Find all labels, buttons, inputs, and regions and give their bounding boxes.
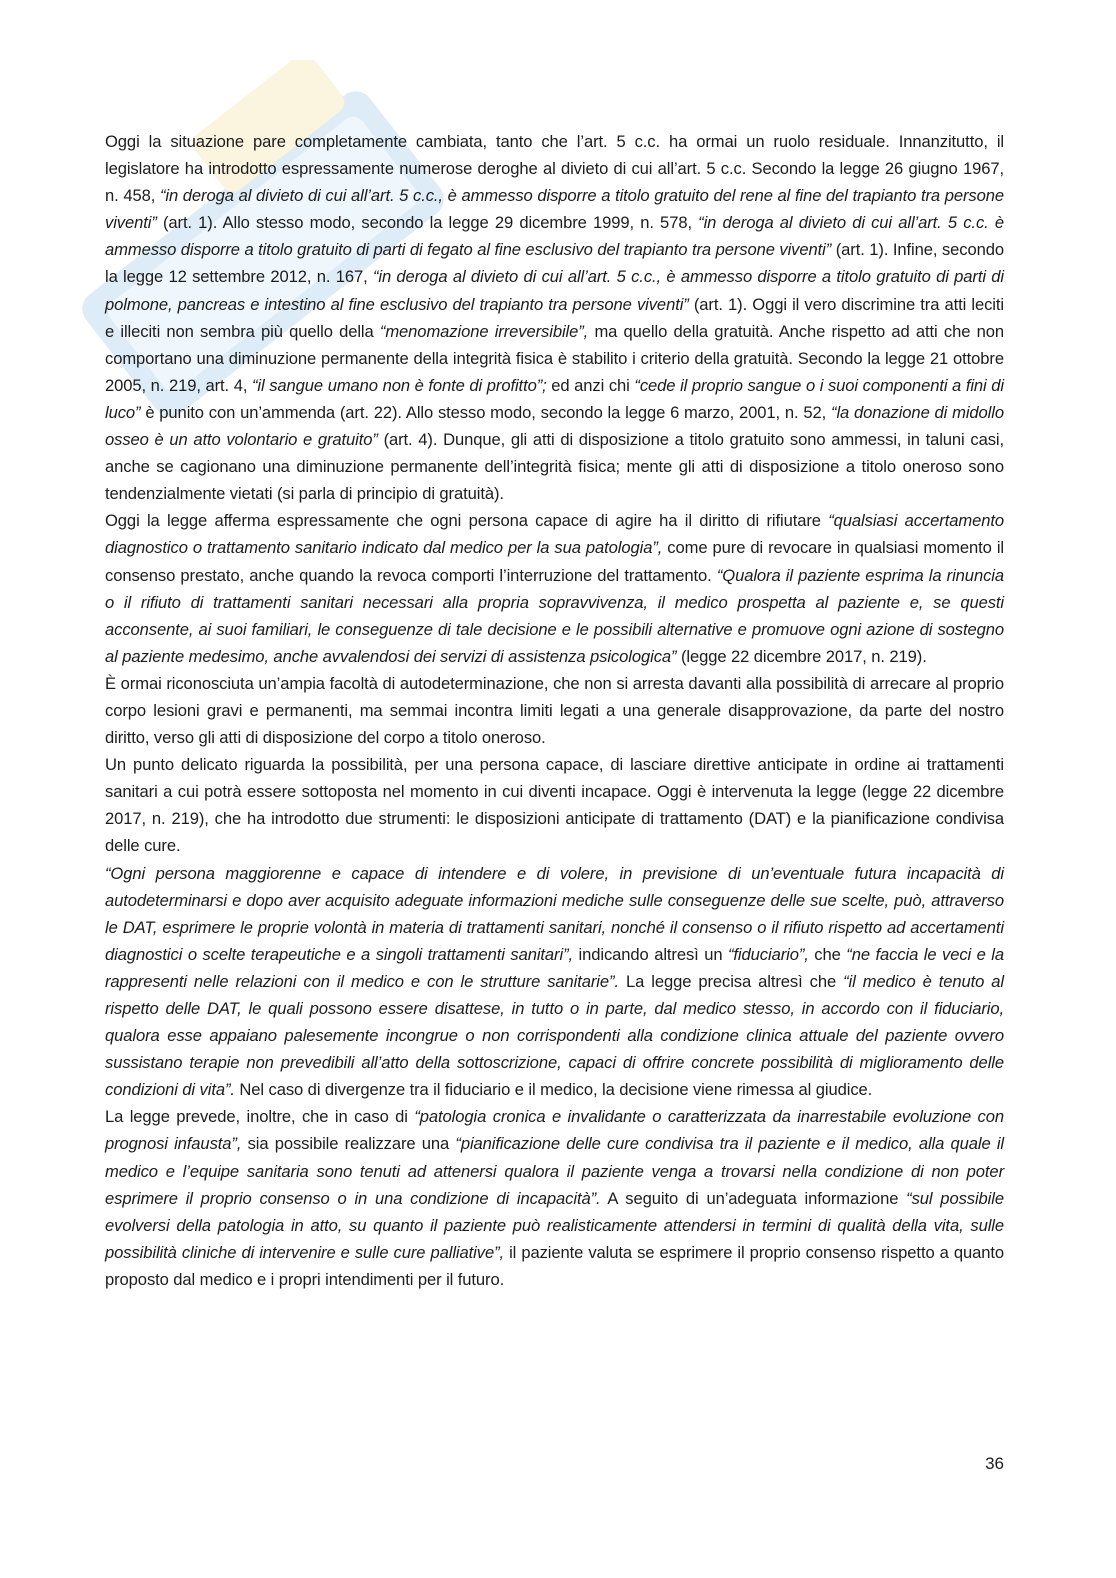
quoted-text: “sul possibile evolversi della patologia in atto, su quanto il paziente può realisticamente attendersi in termini di qualità della vita, sulle possibilità cliniche di intervenire e sulle cure palliative”, — [105, 1188, 1004, 1262]
document-body — [105, 128, 1004, 1293]
text-run: (art. 1). Allo stesso modo, secondo la legge 29 dicembre 1999, n. 578, — [156, 213, 699, 233]
text-run: indicando altresì un — [573, 944, 728, 964]
quoted-text: “la donazione di midollo osseo è un atto volontario e gratuito” — [105, 402, 1004, 450]
text-run: La legge prevede, inoltre, che in caso di — [105, 1107, 415, 1127]
quoted-text: “fiduciario”, — [728, 944, 809, 964]
text-run: è punito con un’ammenda (art. 22). Allo stesso modo, secondo la legge 6 marzo, 2001, n. 52, — [140, 402, 832, 422]
quoted-text: “in deroga al divieto di cui all’art. 5 c.c., è ammesso disporre a titolo gratuito del rene al fine del trapianto tra persone viventi” — [105, 186, 1004, 233]
quoted-text: “in deroga al divieto di cui all’art. 5 c.c., è ammesso disporre a titolo gratuito di parti di polmone, pancreas e intestino al fine esclusivo del trapianto tra persone viventi” — [105, 267, 1004, 314]
paragraph-2 — [105, 507, 1004, 670]
paragraph-4 — [105, 751, 1004, 859]
text-run: È ormai riconosciuta un’ampia facoltà di autodeterminazione, che non si arresta davanti alla possibilità di arrecare al proprio corpo lesioni gravi e permanenti, ma semmai incontra limiti legati a una generale disapprovazione, da parte del nostro diritto, verso gli atti di disposizione del corpo a titolo oneroso. — [105, 673, 1004, 748]
text-run: A seguito di un’adeguata informazione — [600, 1188, 907, 1208]
text-run: (art. 1). Oggi il vero discrimine tra atti leciti e illeciti non sembra più quello della — [105, 294, 1004, 341]
text-run: (art. 1). Infine, secondo la legge 12 settembre 2012, n. 167, — [105, 240, 1004, 287]
quoted-text: “Qualora il paziente esprima la rinuncia o il rifiuto di trattamenti sanitari necessari alla propria sopravvivenza, il medico prospetta al paziente e, se questi acconsente, ai suoi familiari, le conseguenze di tale decisione e le possibili alternative e promuove ogni azione di sostegno al paziente medesimo, anche avvalendosi dei servizi di assistenza psicologica” — [105, 565, 1004, 666]
paragraph-5 — [105, 860, 1004, 1104]
paragraph-3 — [105, 670, 1004, 751]
text-run: Un punto delicato riguarda la possibilità, per una persona capace, di lasciare direttive anticipate in ordine ai trattamenti sanitari a cui potrà essere sottoposta nel momento in cui diventi incapace. Oggi è intervenuta la legge (legge 22 dicembre 2017, n. 219), che ha introdotto due strumenti: le disposizioni anticipate di trattamento (DAT) e la pianificazione condivisa delle cure. — [105, 755, 1004, 856]
quoted-text: “pianificazione delle cure condivisa tra il paziente e il medico, alla quale il medico e l’equipe sanitaria sono tenuti ad attenersi qualora il paziente venga a trovarsi nella condizione di non poter esprimere il proprio consenso o in una condizione di incapacità”. — [105, 1134, 1004, 1208]
quoted-text: “patologia cronica e invalidante o caratterizzata da inarrestabile evoluzione con prognosi infausta”, — [105, 1107, 1005, 1154]
paragraph-6 — [105, 1103, 1004, 1293]
text-run: sia possibile realizzare una — [241, 1134, 456, 1154]
quoted-text: “qualsiasi accertamento diagnostico o trattamento sanitario indicato dal medico per la sua patologia”, — [105, 511, 1004, 558]
page-number: 36 — [985, 1454, 1004, 1473]
text-run: come pure di revocare in qualsiasi momento il consenso prestato, anche quando la revoca comporti l’interruzione del trattamento. — [105, 538, 1004, 585]
text-run: Oggi la legge afferma espressamente che ogni persona capace di agire ha il diritto di rifiutare — [105, 511, 829, 531]
quoted-text: “Ogni persona maggiorenne e capace di intendere e di volere, in previsione di un’eventuale futura incapacità di autodeterminarsi e dopo aver acquisito adeguate informazioni mediche sulle conseguenze delle sue scelte, può, attraverso le DAT, esprimere le proprie volontà in materia di trattamenti sanitari, nonché il consenso o il rifiuto rispetto ad accertamenti diagnostici o scelte terapeutiche e a singoli trattamenti sanitari”, — [105, 863, 1004, 964]
text-run: (legge 22 dicembre 2017, n. 219). — [676, 646, 927, 666]
text-run: ed anzi chi — [546, 375, 635, 395]
quoted-text: “menomazione irreversibile”, — [379, 321, 589, 341]
paragraph-1 — [105, 128, 1004, 507]
text-run: Nel caso di divergenze tra il fiduciario e il medico, la decisione viene rimessa al giudice. — [234, 1080, 873, 1100]
text-run: La legge precisa altresì che — [618, 971, 844, 991]
quoted-text: “il medico è tenuto al rispetto delle DAT, le quali possono essere disattese, in tutto o in parte, dal medico stesso, in accordo con il fiduciario, qualora esse appaiano palesemente incongrue o non corrispondenti alla condizione clinica attuale del paziente ovvero sussistano terapie non prevedibili all’atto della sottoscrizione, capaci di offrire concrete possibilità di miglioramento delle condizioni di vita”. — [105, 971, 1004, 1100]
text-run: il paziente valuta se esprimere il proprio consenso rispetto a quanto proposto dal medico e i propri intendimenti per il futuro. — [105, 1242, 1004, 1289]
quoted-text: “in deroga al divieto di cui all’art. 5 c.c. è ammesso disporre a titolo gratuito di parti di fegato al fine esclusivo del trapianto tra persone viventi” — [105, 213, 1004, 260]
quoted-text: “cede il proprio sangue o i suoi componenti a fini di luco” — [105, 375, 1004, 422]
quoted-text: “ne faccia le veci e la rappresenti nelle relazioni con il medico e con le strutture sanitarie”. — [105, 944, 1004, 991]
text-run: Oggi la situazione pare completamente cambiata, tanto che l’art. 5 c.c. ha ormai un ruolo residuale. Innanzitutto, il legislatore ha introdotto espressamente numerose deroghe al divieto di cui all’art. 5 c.c. Secondo la legge 26 giugno 1967, n. 458, — [105, 132, 1004, 206]
text-run: ma quello della gratuità. Anche rispetto ad atti che non comportano una diminuzione permanente della integrità fisica è stabilito i criterio della gratuità. Secondo la legge 21 ottobre 2005, n. 219, art. 4, — [105, 321, 1004, 395]
text-run: (art. 4). Dunque, gli atti di disposizione a titolo gratuito sono ammessi, in taluni casi, anche se cagionano una diminuzione permanente dell’integrità fisica; mente gli atti di disposizione a titolo oneroso sono tendenzialmente vietati (si parla di principio di gratuità). — [105, 430, 1004, 504]
quoted-text: “il sangue umano non è fonte di profitto”; — [251, 375, 547, 395]
text-run: che — [808, 944, 847, 964]
